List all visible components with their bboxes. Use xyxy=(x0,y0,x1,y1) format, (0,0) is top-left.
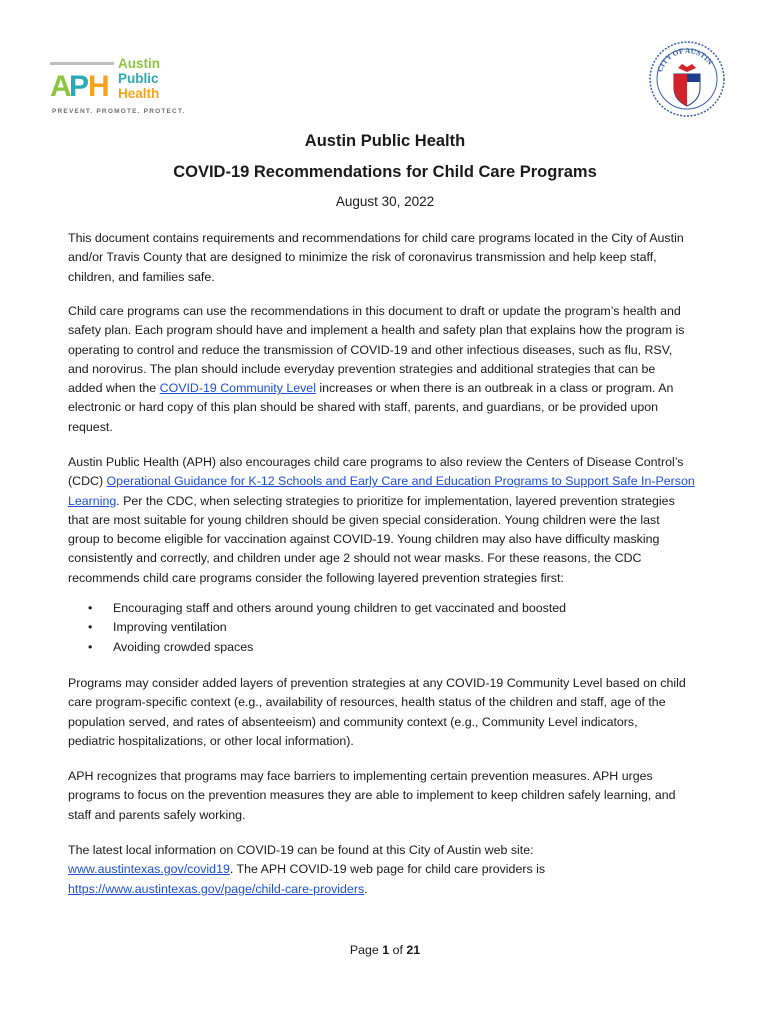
text-line: consistently and correctly, and children under age 2 should not wear masks. For these reasons, the CDC xyxy=(68,551,642,566)
text-line xyxy=(68,379,704,398)
paragraph-cdc-guidance xyxy=(68,453,704,588)
text-line: and/or Travis County that are designed to minimize the risk of coronavirus transmission and help keep staff, xyxy=(68,250,657,265)
text-line: Programs may consider added layers of prevention strategies at any COVID-19 Community Level based on child xyxy=(68,676,686,690)
prevention-strategies-list xyxy=(88,599,566,657)
text-line: group to become eligible for vaccination against COVID-19. Young children may also have difficulty masking xyxy=(68,532,660,547)
page-number xyxy=(0,943,770,957)
paragraph-health-safety-plan xyxy=(68,302,704,437)
logo-word-public: Public xyxy=(118,71,159,86)
list-item-text: Improving ventilation xyxy=(113,620,227,635)
text-line xyxy=(68,880,704,899)
covid-community-level-link[interactable]: COVID-19 Community Level xyxy=(159,381,316,396)
text-line: pediatric hospitalizations, or other local information). xyxy=(68,733,354,748)
text-line: Child care programs can use the recommendations in this document to draft or update the program’s health and xyxy=(68,304,681,318)
aph-logo-words xyxy=(118,56,160,101)
text-line: electronic or hard copy of this plan should be shared with staff, parents, and guardians, or be provided upon xyxy=(68,400,659,415)
text-line: and norovirus. The plan should include everyday prevention strategies and additional strategies that can be xyxy=(68,361,656,376)
aph-letter-h: H xyxy=(88,70,110,102)
total-pages: 21 xyxy=(406,943,421,957)
aph-logo xyxy=(50,52,186,118)
text-segment: (CDC) xyxy=(68,474,107,489)
page-of-label: of xyxy=(389,943,407,957)
text-line: recommends child care programs consider the following layered prevention strategies first: xyxy=(68,570,564,585)
text-line: care program-specific context (e.g., availability of resources, health status of the children and staff, age of the xyxy=(68,695,666,710)
aph-letter-a: A xyxy=(50,70,72,102)
logo-word-austin: Austin xyxy=(118,56,160,71)
city-of-austin-seal-icon xyxy=(648,40,726,118)
cdc-operational-guidance-link-cont[interactable]: Learning xyxy=(68,493,117,508)
text-line: The latest local information on COVID-19 can be found at this City of Austin web site: xyxy=(68,843,534,857)
text-segment: added when the xyxy=(68,381,160,396)
text-line: request. xyxy=(68,419,113,434)
text-line xyxy=(68,860,704,879)
child-care-providers-link[interactable]: https://www.austintexas.gov/page/child-care-providers xyxy=(68,881,365,896)
aph-letters-graphic xyxy=(50,62,114,102)
list-item xyxy=(88,638,566,657)
bullet-icon: • xyxy=(88,639,93,654)
paragraph-barriers xyxy=(68,767,704,825)
paragraph-local-info xyxy=(68,841,704,899)
text-segment: increases or when there is an outbreak in a class or program. An xyxy=(315,381,674,396)
page-label: Page xyxy=(349,943,383,957)
text-line: This document contains requirements and recommendations for child care programs located in the City of Austin xyxy=(68,231,684,245)
text-segment: . The APH COVID-19 web page for child care providers is xyxy=(229,862,546,877)
text-line: staff and parents safely working. xyxy=(68,807,246,822)
text-line: safety plan. Each program should have and implement a health and safety plan that explains how the program is xyxy=(68,323,685,338)
logo-tagline: PREVENT. PROMOTE. PROTECT. xyxy=(52,108,186,115)
text-line: that are most suitable for young children should be given special consideration. Young children were the last xyxy=(68,512,660,527)
logo-word-health: Health xyxy=(118,86,160,101)
svg-text:CITY OF AUSTIN: CITY OF AUSTIN xyxy=(655,45,715,74)
text-line: population served, and rates of absenteeism) and community context (e.g., Community Level indicators, xyxy=(68,714,638,729)
text-line: children, and families safe. xyxy=(68,269,215,284)
text-line: operating to control and reduce the transmission of COVID-19 and other infectious diseases, such as flu, RSV, xyxy=(68,342,673,357)
current-page: 1 xyxy=(382,943,390,957)
cdc-operational-guidance-link[interactable]: Operational Guidance for K-12 Schools and Early Care and Education Programs to Support Safe In-Person xyxy=(106,474,695,489)
list-item-text: Avoiding crowded spaces xyxy=(113,639,254,654)
list-item-text: Encouraging staff and others around young children to get vaccinated and boosted xyxy=(113,601,567,615)
bullet-icon: • xyxy=(88,601,93,615)
text-line: APH recognizes that programs may face barriers to implementing certain prevention measures. APH urges xyxy=(68,769,653,783)
document-date: August 30, 2022 xyxy=(335,194,435,209)
list-item xyxy=(88,599,566,618)
document-title: COVID-19 Recommendations for Child Care Programs xyxy=(173,163,597,181)
text-line: Austin Public Health (APH) also encourages child care programs to also review the Centers of Disease Control’s xyxy=(68,455,684,469)
text-segment: . xyxy=(364,881,368,896)
paragraph-intro xyxy=(68,229,704,287)
text-line xyxy=(68,472,704,491)
list-item xyxy=(88,618,566,637)
text-segment: . Per the CDC, when selecting strategies to prioritize for implementation, layered prevention strategies xyxy=(116,493,675,508)
aph-letter-p: P xyxy=(69,70,90,102)
text-line xyxy=(68,492,704,511)
bullet-icon: • xyxy=(88,620,93,635)
document-title-org: Austin Public Health xyxy=(304,132,466,150)
text-line: programs to focus on the prevention measures they are able to implement to keep children safely learning, and xyxy=(68,788,676,803)
paragraph-added-layers xyxy=(68,674,704,751)
austin-covid19-link[interactable]: www.austintexas.gov/covid19 xyxy=(68,862,230,877)
